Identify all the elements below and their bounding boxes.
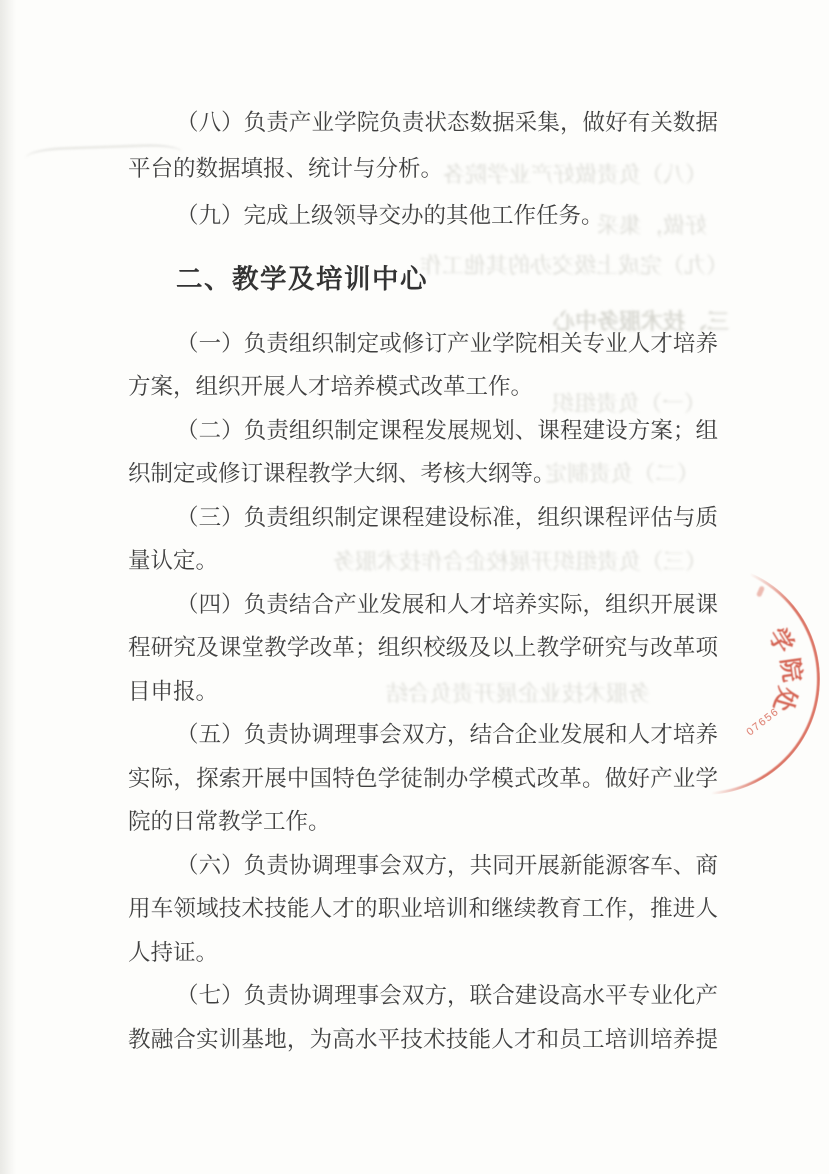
text-line: 目申报。 [128,679,219,704]
bleed-through-line: （八）负责做好产业学院各 [443,162,708,187]
text-line: 院的日常教学工作。 [128,809,331,834]
text-line: （八）负责产业学院负责状态数据采集，做好有关数据 [176,110,718,135]
text-line: （一）负责组织制定或修订产业学院相关专业人才培养 [176,331,718,356]
text-line: （二）负责组织制定课程发展规划、课程建设方案；组 [176,418,718,443]
seal-character: 处 [768,683,801,715]
seal-serial-number: 07656 [744,705,782,739]
text-line: 用车领域技术技能人才的职业培训和继续教育工作，推进人 [128,896,718,921]
text-line: 程研究及课堂教学改革；组织校级及以上教学研究与改革项 [128,635,718,660]
text-line: 人持证。 [128,940,219,965]
seal-character: 院 [775,656,806,684]
text-line: （七）负责协调理事会双方，联合建设高水平专业化产 [176,983,718,1008]
bleed-through-line: 务服术技业企展开责负合结 [386,681,651,706]
text-line: （五）负责协调理事会双方，结合企业发展和人才培养 [176,722,718,747]
section-heading: 二、教学及培训中心 [176,264,428,294]
text-line: 方案，组织开展人才培养模式改革工作。 [128,374,534,399]
text-line: 织制定或修订课程教学大纲、考核大纲等。 [128,461,556,486]
bleed-through-line: 好做，集采 [597,213,708,238]
text-line: （三）负责组织制定课程建设标准，组织课程评估与质 [176,505,718,530]
bleed-through-line: （二）负责制定 [545,461,700,486]
text-line: 平台的数据填报、统计与分析。 [128,156,444,181]
text-line: 教融合实训基地，为高水平技术技能人才和员工培训培养提 [128,1027,718,1052]
bleed-through-line: （三）负责组织开展校企合作技术服务 [333,549,708,574]
text-line: （六）负责协调理事会双方，共同开展新能源客车、商 [176,853,718,878]
bleed-through-heading: 三、技术服务中心 [553,309,730,334]
bleed-through-line: （一）负责组织 [552,391,707,416]
text-line: 量认定。 [128,548,219,573]
text-line: （四）负责结合产业发展和人才培养实际，组织开展课 [176,592,718,617]
text-line: 实际，探索开展中国特色学徒制办学模式改革。做好产业学 [128,766,718,791]
text-line: （九）完成上级领导交办的其他工作任务。 [176,203,604,228]
seal-character: 学 [762,623,799,659]
bleed-through-line: （九）完成上级交办的其他工作 [420,253,729,278]
